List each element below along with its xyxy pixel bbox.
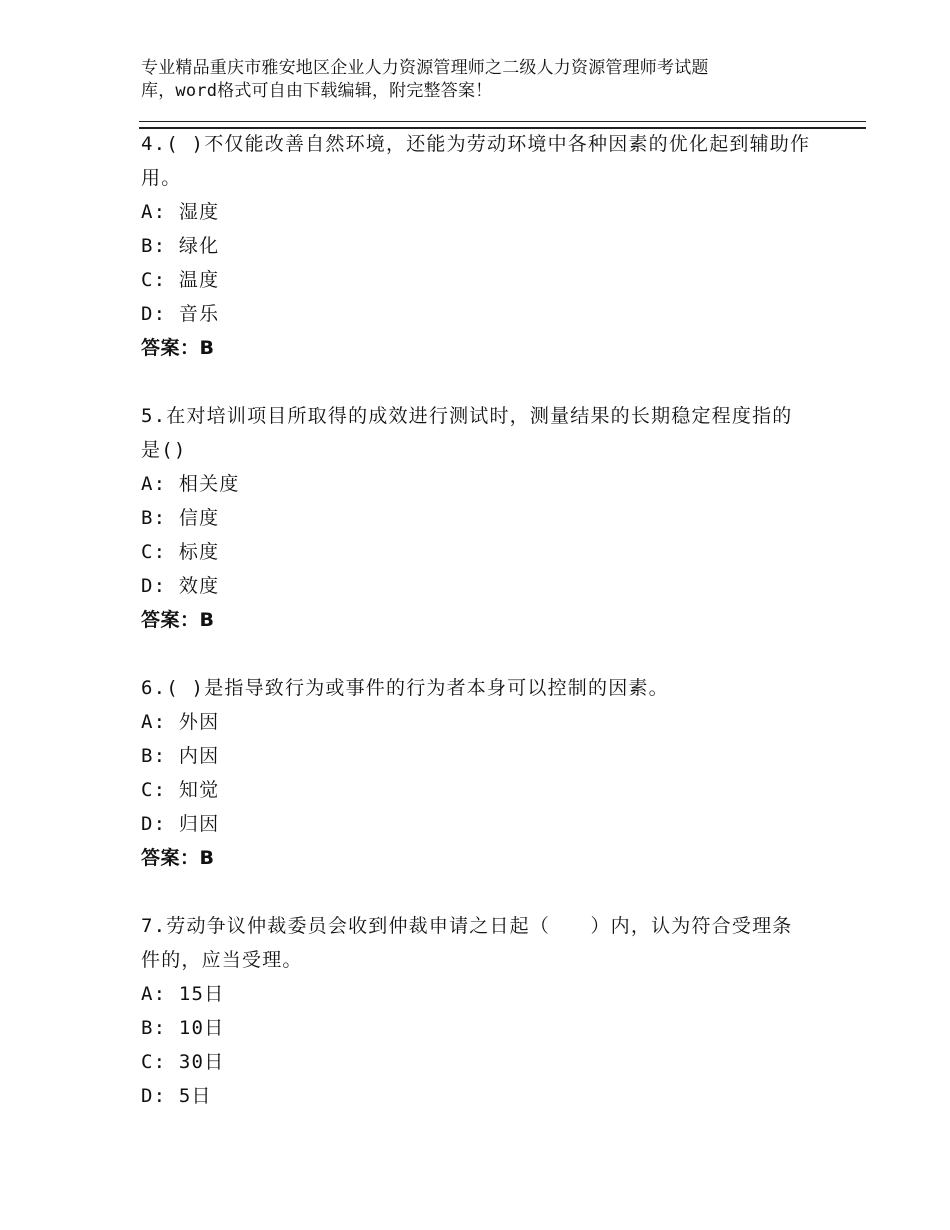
question-list	[141, 127, 841, 1147]
question-5	[141, 399, 841, 637]
option-b: B: 10日	[141, 1017, 225, 1039]
question-stem: 4.( )不仅能改善自然环境，还能为劳动环境中各种因素的优化起到辅助作用。	[141, 133, 811, 189]
option-d: D: 音乐	[141, 303, 220, 325]
option-c: C: 温度	[141, 269, 220, 291]
option-b: B: 内因	[141, 745, 220, 767]
option-b: B: 绿化	[141, 235, 220, 257]
question-stem: 5.在对培训项目所取得的成效进行测试时，测量结果的长期稳定程度指的是()	[141, 405, 793, 461]
question-4	[141, 127, 841, 365]
option-c: C: 标度	[141, 541, 220, 563]
question-stem: 6.( )是指导致行为或事件的行为者本身可以控制的因素。	[141, 677, 669, 699]
option-d: D: 效度	[141, 575, 220, 597]
option-d: D: 归因	[141, 813, 220, 835]
question-stem: 7.劳动争议仲裁委员会收到仲裁申请之日起（ ）内，认为符合受理条件的，应当受理。	[141, 915, 793, 971]
answer-text: 答案：B	[141, 337, 215, 359]
question-7	[141, 909, 841, 1113]
question-6	[141, 671, 841, 875]
answer-text: 答案：B	[141, 609, 215, 631]
option-a: A: 湿度	[141, 201, 220, 223]
option-c: C: 知觉	[141, 779, 220, 801]
option-b: B: 信度	[141, 507, 220, 529]
header-line-2: 库，word格式可自由下载编辑，附完整答案！	[141, 81, 493, 101]
header-line-1: 专业精品重庆市雅安地区企业人力资源管理师之二级人力资源管理师考试题	[141, 58, 709, 78]
document-header	[141, 57, 781, 103]
option-d: D: 5日	[141, 1085, 212, 1107]
option-c: C: 30日	[141, 1051, 225, 1073]
option-a: A: 相关度	[141, 473, 240, 495]
option-a: A: 外因	[141, 711, 220, 733]
option-a: A: 15日	[141, 983, 225, 1005]
answer-text: 答案：B	[141, 847, 215, 869]
